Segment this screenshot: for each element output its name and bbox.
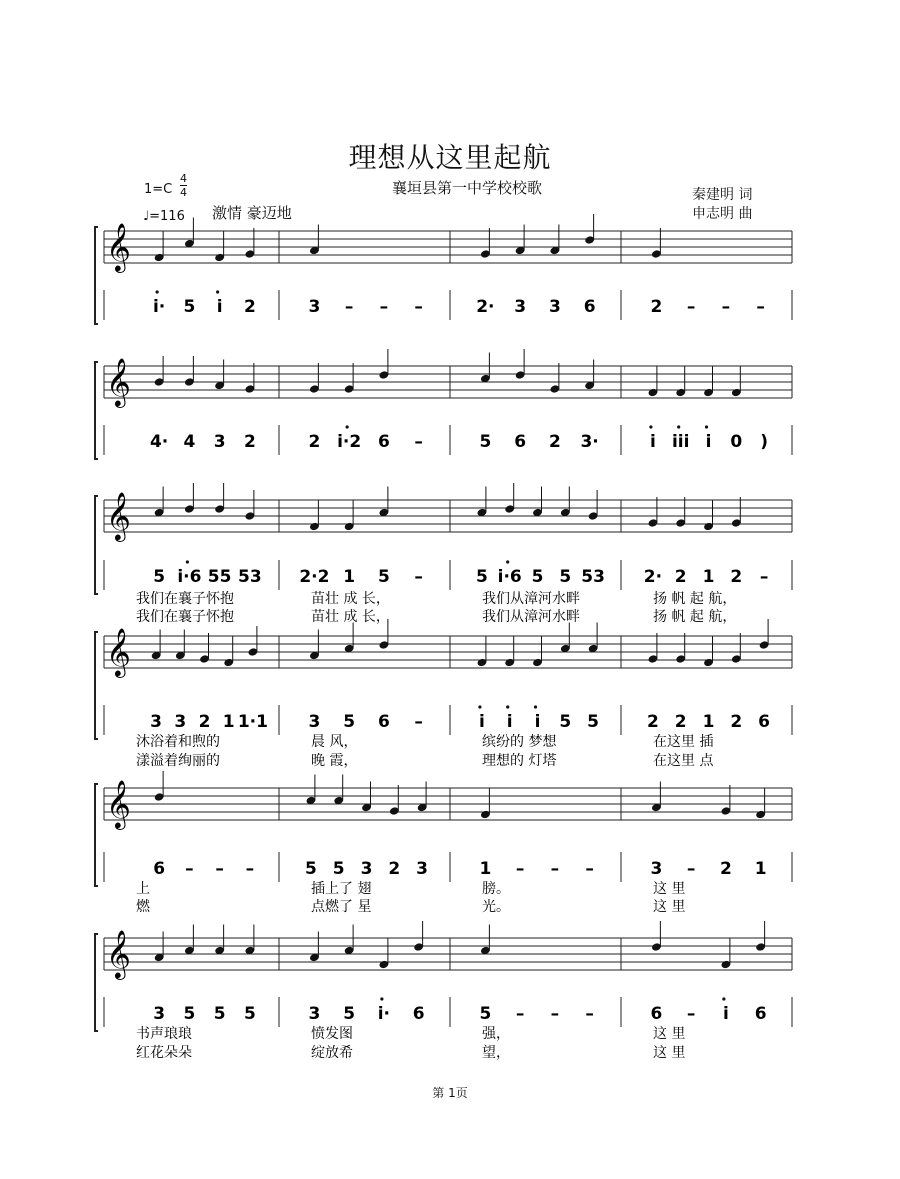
lyric-text: 在这里 点 xyxy=(653,753,714,769)
octave-dot xyxy=(346,425,349,428)
jianpu-note: 2· xyxy=(476,297,495,317)
jianpu-note: 6 xyxy=(754,1004,767,1024)
treble-clef-icon: 𝄞 xyxy=(106,627,131,676)
lyric-text: 绽放希 xyxy=(311,1045,353,1061)
jianpu-note: i xyxy=(506,712,513,732)
system-bracket xyxy=(95,496,98,594)
jianpu-note: – xyxy=(550,859,560,879)
jianpu-note: 2 xyxy=(646,712,659,732)
jianpu-note: 6 xyxy=(583,297,596,317)
jianpu-note: 3 xyxy=(153,1004,166,1024)
jianpu-note: 5 xyxy=(243,1004,256,1024)
jianpu-note: i xyxy=(705,432,712,452)
jianpu-note: i· xyxy=(152,297,166,317)
jianpu-note: 0 xyxy=(730,432,743,452)
lyric-text: 苗壮 成 长， xyxy=(311,609,390,625)
jianpu-note: 3 xyxy=(308,297,321,317)
lyric-text: 这 里 xyxy=(653,881,686,897)
jianpu-note: 5 xyxy=(559,567,572,587)
jianpu-note: – xyxy=(550,1004,560,1024)
octave-dot xyxy=(478,705,481,708)
jianpu-note: 5 xyxy=(377,567,390,587)
lyric-text: 扬 帆 起 航， xyxy=(653,591,737,607)
octave-dot xyxy=(506,560,509,563)
lyric-text: 这 里 xyxy=(653,899,686,915)
tempo-marking: 激情 豪迈地 xyxy=(212,204,292,222)
jianpu-note: – xyxy=(721,297,731,317)
quarter-note-icon: ♩ xyxy=(143,209,150,224)
jianpu-note: – xyxy=(245,859,255,879)
jianpu-note: iii xyxy=(671,432,690,452)
jianpu-note: i·2 xyxy=(337,432,362,452)
system-bracket xyxy=(95,362,98,459)
song-title: 理想从这里起航 xyxy=(348,141,552,174)
jianpu-note: 3 xyxy=(514,297,527,317)
metronome-value: =116 xyxy=(149,209,185,224)
jianpu-note: 1 xyxy=(702,712,715,732)
octave-dot xyxy=(534,705,537,708)
composer-credit: 申志明 曲 xyxy=(692,206,753,222)
jianpu-note: – xyxy=(515,1004,525,1024)
jianpu-note: 1 xyxy=(754,859,767,879)
lyric-text: 强， xyxy=(482,1026,510,1042)
key-signature: 1=C xyxy=(144,182,173,197)
jianpu-note: 2 xyxy=(243,297,256,317)
lyric-text: 苗壮 成 长， xyxy=(311,591,390,607)
jianpu-note: 2 xyxy=(719,859,732,879)
jianpu-note: 2 xyxy=(650,297,663,317)
treble-clef-icon: 𝄞 xyxy=(106,222,131,271)
jianpu-note: 3 xyxy=(213,432,226,452)
octave-dot xyxy=(380,997,383,1000)
jianpu-note: 5 xyxy=(183,297,196,317)
jianpu-note: 2 xyxy=(674,567,687,587)
jianpu-note: 3 xyxy=(174,712,187,732)
octave-dot xyxy=(506,705,509,708)
jianpu-note: 5 xyxy=(213,1004,226,1024)
jianpu-note: 2 xyxy=(308,432,321,452)
jianpu-note: – xyxy=(185,859,194,879)
jianpu-note: 1 xyxy=(479,859,492,879)
lyric-text: 晚 霞， xyxy=(311,753,358,769)
octave-dot xyxy=(186,560,189,563)
jianpu-note: 2 xyxy=(730,712,743,732)
jianpu-note: 5 xyxy=(587,712,600,732)
octave-dot xyxy=(677,425,680,428)
jianpu-note: i xyxy=(534,712,541,732)
jianpu-note: 2 xyxy=(243,432,256,452)
lyric-text: 缤纷的 梦想 xyxy=(482,734,557,750)
lyric-text: 我们在襄子怀抱 xyxy=(136,591,234,607)
jianpu-note: 3 xyxy=(360,859,373,879)
jianpu-note: – xyxy=(686,1004,696,1024)
jianpu-note: 2·2 xyxy=(299,567,330,587)
jianpu-note: 5 xyxy=(479,432,492,452)
system-bracket xyxy=(95,227,98,324)
jianpu-note: 5 xyxy=(475,567,488,587)
jianpu-note: 1·1 xyxy=(237,712,268,732)
jianpu-note: 4 xyxy=(183,432,196,452)
lyric-text: 扬 帆 起 航， xyxy=(653,609,737,625)
lyric-text: 插上了 翅 xyxy=(311,881,372,897)
jianpu-note: 2 xyxy=(198,712,211,732)
lyric-text: 红花朵朵 xyxy=(136,1045,192,1061)
jianpu-note: 1 xyxy=(702,567,715,587)
jianpu-note: – xyxy=(414,297,423,317)
treble-clef-icon: 𝄞 xyxy=(106,491,131,540)
jianpu-note: 3 xyxy=(308,712,321,732)
jianpu-note: – xyxy=(215,859,224,879)
lyricist-credit: 秦建明 词 xyxy=(692,187,753,203)
lyric-text: 望， xyxy=(482,1045,510,1061)
jianpu-note: – xyxy=(515,859,525,879)
jianpu-note: – xyxy=(414,432,423,452)
lyric-text: 愤发图 xyxy=(311,1026,353,1042)
jianpu-note: 6 xyxy=(650,1004,663,1024)
jianpu-note: 6 xyxy=(412,1004,425,1024)
jianpu-note: 6 xyxy=(377,712,390,732)
treble-clef-icon: 𝄞 xyxy=(106,929,131,978)
lyric-text: 漾溢着绚丽的 xyxy=(136,753,220,769)
lyric-text: 点燃了 星 xyxy=(311,899,372,915)
jianpu-note: i·6 xyxy=(177,567,202,587)
song-subtitle: 襄垣县第一中学校校歌 xyxy=(392,179,543,197)
octave-dot xyxy=(216,290,219,293)
system-bracket xyxy=(95,934,98,1031)
octave-dot xyxy=(705,425,708,428)
jianpu-note: 1 xyxy=(222,712,235,732)
jianpu-note: 2 xyxy=(730,567,743,587)
jianpu-note: 53 xyxy=(238,567,262,587)
lyric-text: 这 里 xyxy=(653,1045,686,1061)
treble-clef-icon: 𝄞 xyxy=(106,779,131,828)
lyric-text: 上 xyxy=(136,881,150,897)
jianpu-note: i· xyxy=(377,1004,391,1024)
jianpu-note: 5 xyxy=(332,859,345,879)
lyric-text: 晨 风， xyxy=(311,734,358,750)
jianpu-note: 55 xyxy=(207,567,232,587)
jianpu-note: 5 xyxy=(479,1004,492,1024)
jianpu-note: – xyxy=(344,297,354,317)
jianpu-note: i xyxy=(216,297,223,317)
jianpu-note: – xyxy=(585,859,594,879)
jianpu-note: i·6 xyxy=(497,567,522,587)
treble-clef-icon: 𝄞 xyxy=(106,357,131,406)
jianpu-note: 3 xyxy=(308,1004,321,1024)
time-sig-bottom: 4 xyxy=(180,186,187,199)
jianpu-note: – xyxy=(759,567,769,587)
lyric-text: 在这里 插 xyxy=(653,734,714,750)
time-sig-top: 4 xyxy=(180,172,187,185)
jianpu-note: 2 xyxy=(674,712,687,732)
jianpu-note: 5 xyxy=(343,712,356,732)
jianpu-note: 5 xyxy=(559,712,572,732)
jianpu-note: i xyxy=(478,712,485,732)
lyric-text: 我们在襄子怀抱 xyxy=(136,609,234,625)
lyric-text: 我们从漳河水畔 xyxy=(482,609,580,625)
lyric-text: 这 里 xyxy=(653,1026,686,1042)
jianpu-note: i xyxy=(649,432,656,452)
jianpu-note: 3· xyxy=(580,432,599,452)
jianpu-note: 5 xyxy=(183,1004,196,1024)
jianpu-note: 6 xyxy=(514,432,527,452)
jianpu-note: 3 xyxy=(548,297,561,317)
jianpu-note: ) xyxy=(760,432,768,452)
jianpu-note: – xyxy=(379,297,389,317)
octave-dot xyxy=(649,425,652,428)
lyric-text: 光。 xyxy=(482,899,510,915)
lyric-text: 理想的 灯塔 xyxy=(482,753,557,769)
jianpu-note: 6 xyxy=(377,432,390,452)
jianpu-note: 4· xyxy=(149,432,169,452)
system-bracket xyxy=(95,632,98,739)
jianpu-note: 6 xyxy=(153,859,166,879)
jianpu-note: – xyxy=(414,712,423,732)
jianpu-note: – xyxy=(414,567,423,587)
jianpu-note: 5 xyxy=(531,567,544,587)
system-bracket xyxy=(95,784,98,886)
jianpu-note: 6 xyxy=(758,712,771,732)
jianpu-note: 2· xyxy=(643,567,663,587)
jianpu-note: i xyxy=(722,1004,729,1024)
lyric-text: 燃 xyxy=(136,899,150,915)
jianpu-note: – xyxy=(585,1004,594,1024)
jianpu-note: 1 xyxy=(343,567,356,587)
lyric-text: 沐浴着和煦的 xyxy=(136,734,220,750)
jianpu-note: 3 xyxy=(150,712,163,732)
lyric-text: 书声琅琅 xyxy=(136,1026,192,1042)
lyric-text: 膀。 xyxy=(482,881,510,897)
jianpu-note: 5 xyxy=(153,567,166,587)
page-number: 第 1页 xyxy=(432,1086,468,1100)
jianpu-note: – xyxy=(686,859,696,879)
lyric-text: 我们从漳河水畔 xyxy=(482,591,580,607)
jianpu-note: – xyxy=(756,297,765,317)
octave-dot xyxy=(156,290,159,293)
jianpu-note: 53 xyxy=(581,567,605,587)
jianpu-note: 2 xyxy=(388,859,401,879)
octave-dot xyxy=(722,997,725,1000)
jianpu-note: 3 xyxy=(416,859,429,879)
jianpu-note: 5 xyxy=(304,859,317,879)
jianpu-note: 2 xyxy=(548,432,561,452)
jianpu-note: 5 xyxy=(343,1004,356,1024)
jianpu-note: – xyxy=(686,297,696,317)
jianpu-note: 3 xyxy=(650,859,663,879)
